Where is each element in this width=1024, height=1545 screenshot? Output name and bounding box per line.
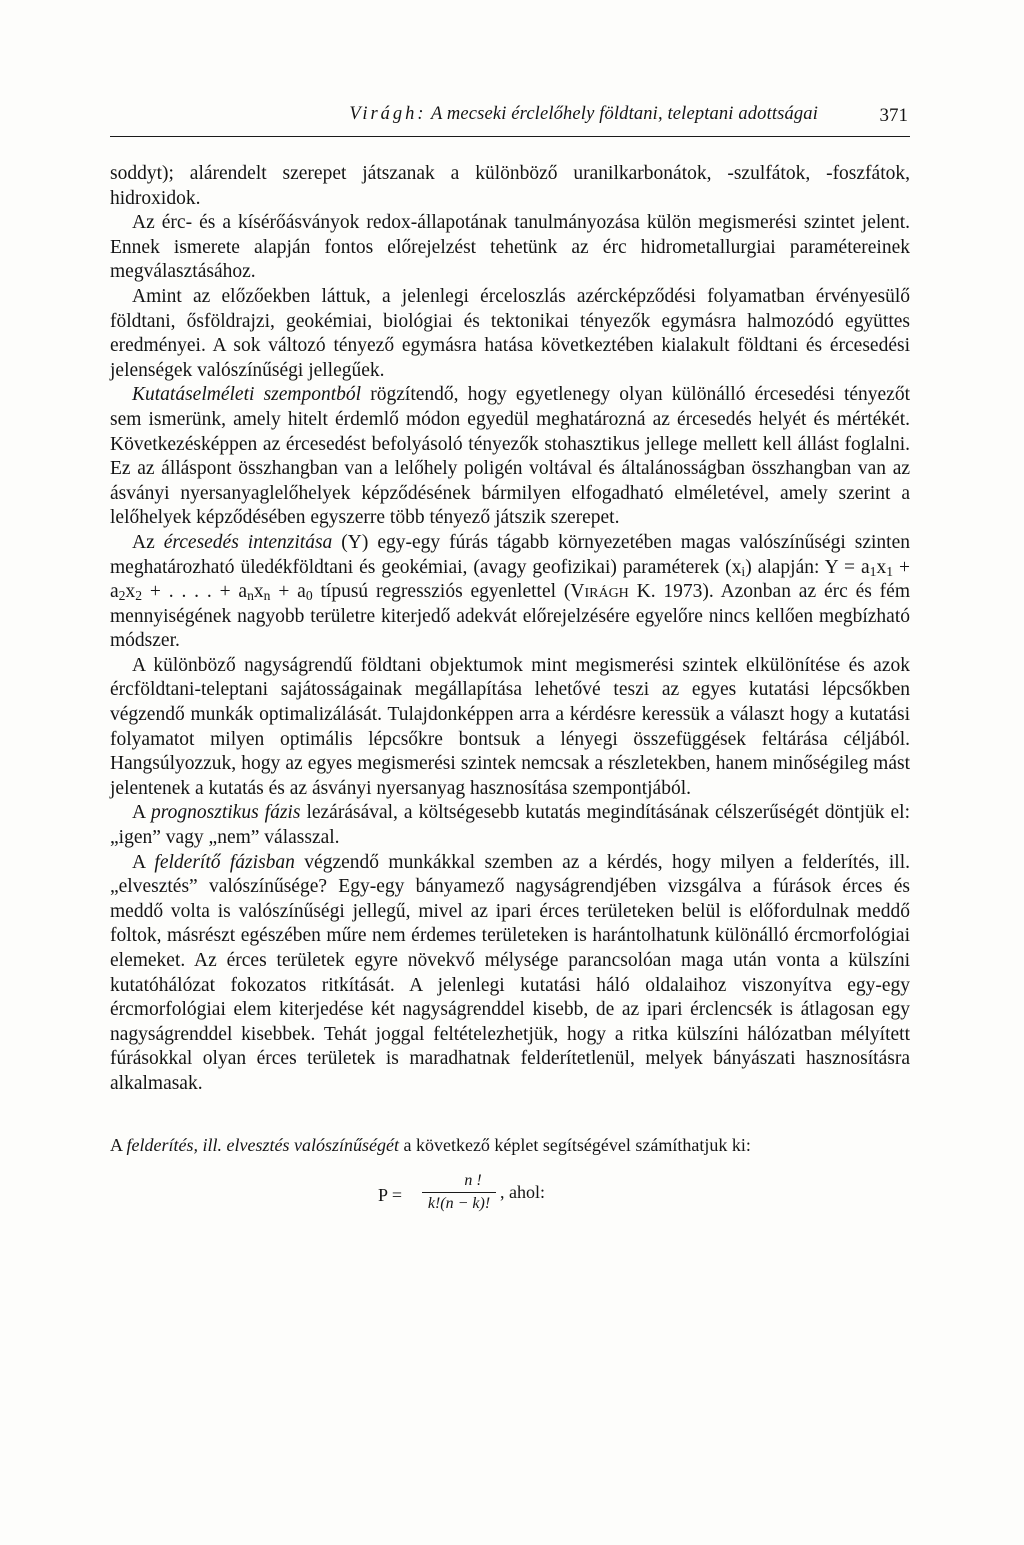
- paragraph-text: (Y) egy-egy fúrás tágabb környezetében magas valószínűségi szinten meghatározható üledékföldtani és geokémiai, (avagy geofizikai) paraméterek (x: [110, 531, 910, 578]
- paragraph: [110, 383, 910, 531]
- formula: [378, 1171, 910, 1219]
- page-number: 371: [879, 105, 908, 126]
- paragraph-text: A: [132, 802, 152, 824]
- paragraph: [110, 851, 910, 1097]
- paragraph-text: A: [132, 851, 155, 873]
- formula-denominator: k!(n − k)!: [427, 1194, 491, 1212]
- subscript: 2: [135, 588, 143, 604]
- paragraph-text: Amint az előzőekben láttuk, a jelenlegi érceloszlás azércképződési folyamatban érvényesülő földtani, ősföldrajzi, geokémiai, biológiai és tektonikai tényezők egymásra halmozódó együttes eredményei. A sok változó tényező egymásra hatása következtében kialakult földtani és ércesedési jelenségek valószínűségi jellegűek.: [110, 285, 910, 381]
- subscript: 0: [305, 588, 313, 604]
- emphasis: ércesedés intenzitása: [163, 531, 333, 553]
- body-text: [110, 162, 910, 1097]
- formula-rhs: , ahol:: [500, 1181, 545, 1202]
- paragraph: [110, 654, 910, 802]
- emphasis: felderítés, ill. elvesztés valószínűségét: [126, 1134, 399, 1155]
- subscript: n: [247, 588, 254, 604]
- subscript: i: [741, 563, 746, 579]
- paragraph-text: Az: [132, 531, 164, 553]
- emphasis: felderítő fázisban: [154, 851, 295, 873]
- paragraph-text: rögzítendő, hogy egyetlenegy olyan különálló ércesedési tényezőt sem ismerünk, amely hitelt érdemlő módon egyedül meghatározná az ércesedés helyét és mértékét. Következésképpen az ércesedést befolyásoló tényezők stohasztikus jellege mellett kell állást foglalni. Ez az álláspont összhangban van a lelőhely poligén voltával és általánosságban összhangban van az ásványi nyersanyaglelőhelyek képződésének bármilyen elfogadható elméletével, amely szerint a lelőhelyek képződésében egyszerre több tényező játszik szerepet.: [110, 384, 910, 529]
- paragraph: [110, 211, 910, 285]
- paragraph-text: soddyt); alárendelt szerepet játszanak a különböző uranilkarbonátok, -szulfátok, -foszfátok, hidroxidok.: [110, 163, 910, 209]
- paragraph-text: típusú regressziós egyenlettel (: [312, 581, 571, 603]
- running-head-article-title: A mecseki érclelőhely földtani, teleptani adottságai: [431, 104, 818, 124]
- subscript: 2: [118, 588, 126, 604]
- equation-text: + a: [110, 556, 911, 603]
- formula-lhs: P =: [378, 1184, 402, 1205]
- emphasis: prognosztikus fázis: [151, 802, 301, 824]
- paragraph-text: K. 1973). Azonban az érc és fém mennyiségének nagyobb területre kiterjedő adekvát előrejelzésére egyelőre nincs kellően megbízható módszer.: [110, 581, 910, 652]
- paragraph: [110, 531, 910, 654]
- equation-text: x: [125, 581, 136, 603]
- equation-text: ) alapján: Y = a: [745, 556, 870, 578]
- equation-text: + a: [270, 581, 306, 603]
- paragraph: [110, 285, 910, 383]
- paragraph-text: lezárásával, a költségesebb kutatás megindításának célszerűségét döntjük el: „igen” vagy „nem” válasszal.: [110, 802, 911, 849]
- citation-author: Virágh: [570, 581, 629, 603]
- subscript: 1: [869, 563, 877, 579]
- running-head-title: [349, 104, 818, 125]
- subscript: n: [263, 588, 271, 604]
- emphasis: Kutatáselméleti szempontból: [132, 384, 362, 406]
- equation-text: + . . . . + a: [142, 581, 248, 603]
- paragraph-text: A különböző nagyságrendű földtani objektumok mint megismerési szintek elkülönítése és azok ércföldtani-teleptani sajátosságainak megállapítása lehetővé teszi az egyes kutatási lépcsőkben végzendő munkák optimalizálását. Tulajdonképpen arra a kérdésre keressük a választ hogy a kutatási folyamatot milyen optimális lépcsőkre bontsuk a lényegi összefüggések feltárása céljából. Hangsúlyozzuk, hogy az egyes megismerési szintek nemcsak a részletekben, hanem minőségileg mást jelentenek a kutatás és az ásványi nyersanyag hasznosítása szempontjából.: [110, 654, 910, 799]
- equation-text: x: [876, 556, 887, 578]
- closing-sentence: [110, 1133, 910, 1157]
- paragraph: [110, 162, 910, 211]
- paragraph: [110, 801, 910, 850]
- closing-text: A: [110, 1134, 127, 1155]
- paragraph-text: Az érc- és a kísérőásványok redox-állapotának tanulmányozása külön megismerési szintet jelent. Ennek ismerete alapján fontos előrejelzést tehetünk az érc hidrometallurgiai paramétereinek megválasztásához.: [110, 212, 910, 283]
- fraction-bar: [422, 1192, 496, 1193]
- subscript: 1: [886, 563, 894, 579]
- running-head: [110, 96, 910, 137]
- paragraph-text: végzendő munkákkal szemben az a kérdés, hogy milyen a felderítés, ill. „elvesztés” valószínűsége? Egy-egy bányamező nagyságrendjében vizsgálva a fúrások érces és meddő volta is valószínűségi jellegű, mivel az ipari érces területeken belül is előfordulnak meddő foltok, másrészt egészében műre nem érdemes területeken is harántolhatunk különálló ércmorfológiai elemeket. Az érces területek egyre növekvő mélysége parancsolóan maga után vonta a külszíni kutatóhálózat fokozatos ritkítását. A jelenlegi kutatási háló oldalaihoz viszonyítva egy-egy ércmorfológiai elem kiterjedése két nagyságrenddel kisebb, de az ipari érclencsék is átlagosan egy nagyságrenddel kisebbek. Tehát joggal feltételezhetjük, hogy a ritka külszíni hálózatban mélyített fúrásokkal olyan érces területek is maradhatnak felderítetlenül, melyek bányászati hasznosításra alkalmasak.: [110, 851, 910, 1094]
- formula-numerator: n !: [464, 1171, 482, 1189]
- running-head-author: Virágh:: [349, 104, 427, 124]
- equation-text: x: [253, 581, 264, 603]
- page: [110, 96, 910, 1219]
- formula-fraction: [422, 1171, 496, 1214]
- closing-text: a következő képlet segítségével számíthatjuk ki:: [398, 1134, 751, 1155]
